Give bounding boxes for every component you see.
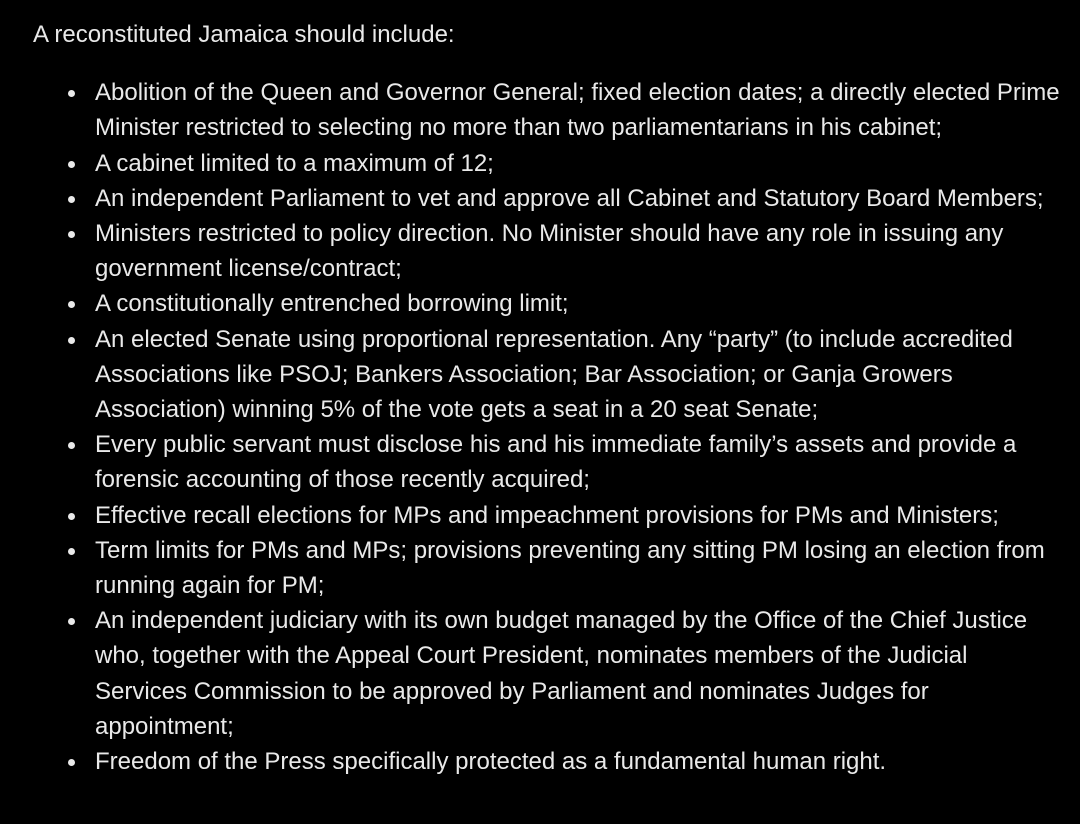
list-item	[95, 286, 1060, 321]
list-item	[95, 427, 1060, 497]
list-item-text: An independent judiciary with its own budget managed by the Office of the Chief Justice who, together with the Appeal Court President, nominates members of the Judicial Services Commission to be approved by Parliament and nominates Judges for appointment;	[95, 607, 1028, 740]
bullet-icon	[68, 161, 75, 168]
list-item-text: Term limits for PMs and MPs; provisions preventing any sitting PM losing an election from running again for PM;	[95, 536, 1045, 600]
list-item-text: A cabinet limited to a maximum of 12;	[95, 149, 494, 177]
list-item	[95, 744, 1060, 779]
list-item	[95, 603, 1060, 744]
bullet-icon	[68, 301, 75, 308]
bullet-icon	[68, 196, 75, 203]
list-item-text: Freedom of the Press specifically protected as a fundamental human right.	[95, 748, 887, 776]
list-item	[95, 146, 1060, 181]
list-item-text: An independent Parliament to vet and approve all Cabinet and Statutory Board Members;	[95, 184, 1044, 212]
bullet-icon	[68, 231, 75, 238]
bullet-icon	[68, 337, 75, 344]
list-item-text: Effective recall elections for MPs and impeachment provisions for PMs and Ministers;	[95, 501, 999, 529]
list-item	[95, 75, 1060, 145]
list-item-text: An elected Senate using proportional representation. Any “party” (to include accredited Associations like PSOJ; Bankers Association; Bar Association; or Ganja Growers Association) winning 5% of the vote gets a seat in a 20 seat Senate;	[95, 325, 1013, 424]
list-item-text: Ministers restricted to policy direction. No Minister should have any role in issuing any government license/contract;	[95, 220, 1004, 283]
bullet-icon	[68, 618, 75, 625]
list-item-text: A constitutionally entrenched borrowing limit;	[95, 290, 569, 318]
bullet-list	[33, 75, 1060, 779]
list-item	[95, 533, 1060, 603]
list-item-text: Every public servant must disclose his and his immediate family’s assets and provide a forensic accounting of those recently acquired;	[95, 431, 1017, 494]
list-item-text: Abolition of the Queen and Governor General; fixed election dates; a directly elected Prime Minister restricted to selecting no more than two parliamentarians in his cabinet;	[95, 79, 1060, 142]
bullet-icon	[68, 759, 75, 766]
bullet-icon	[68, 90, 75, 97]
list-item	[95, 498, 1060, 533]
list-item	[95, 216, 1060, 286]
bullet-icon	[68, 442, 75, 449]
intro-text: A reconstituted Jamaica should include:	[33, 21, 455, 48]
bullet-icon	[68, 513, 75, 520]
bullet-icon	[68, 548, 75, 555]
list-item	[95, 181, 1060, 216]
list-item	[95, 322, 1060, 428]
